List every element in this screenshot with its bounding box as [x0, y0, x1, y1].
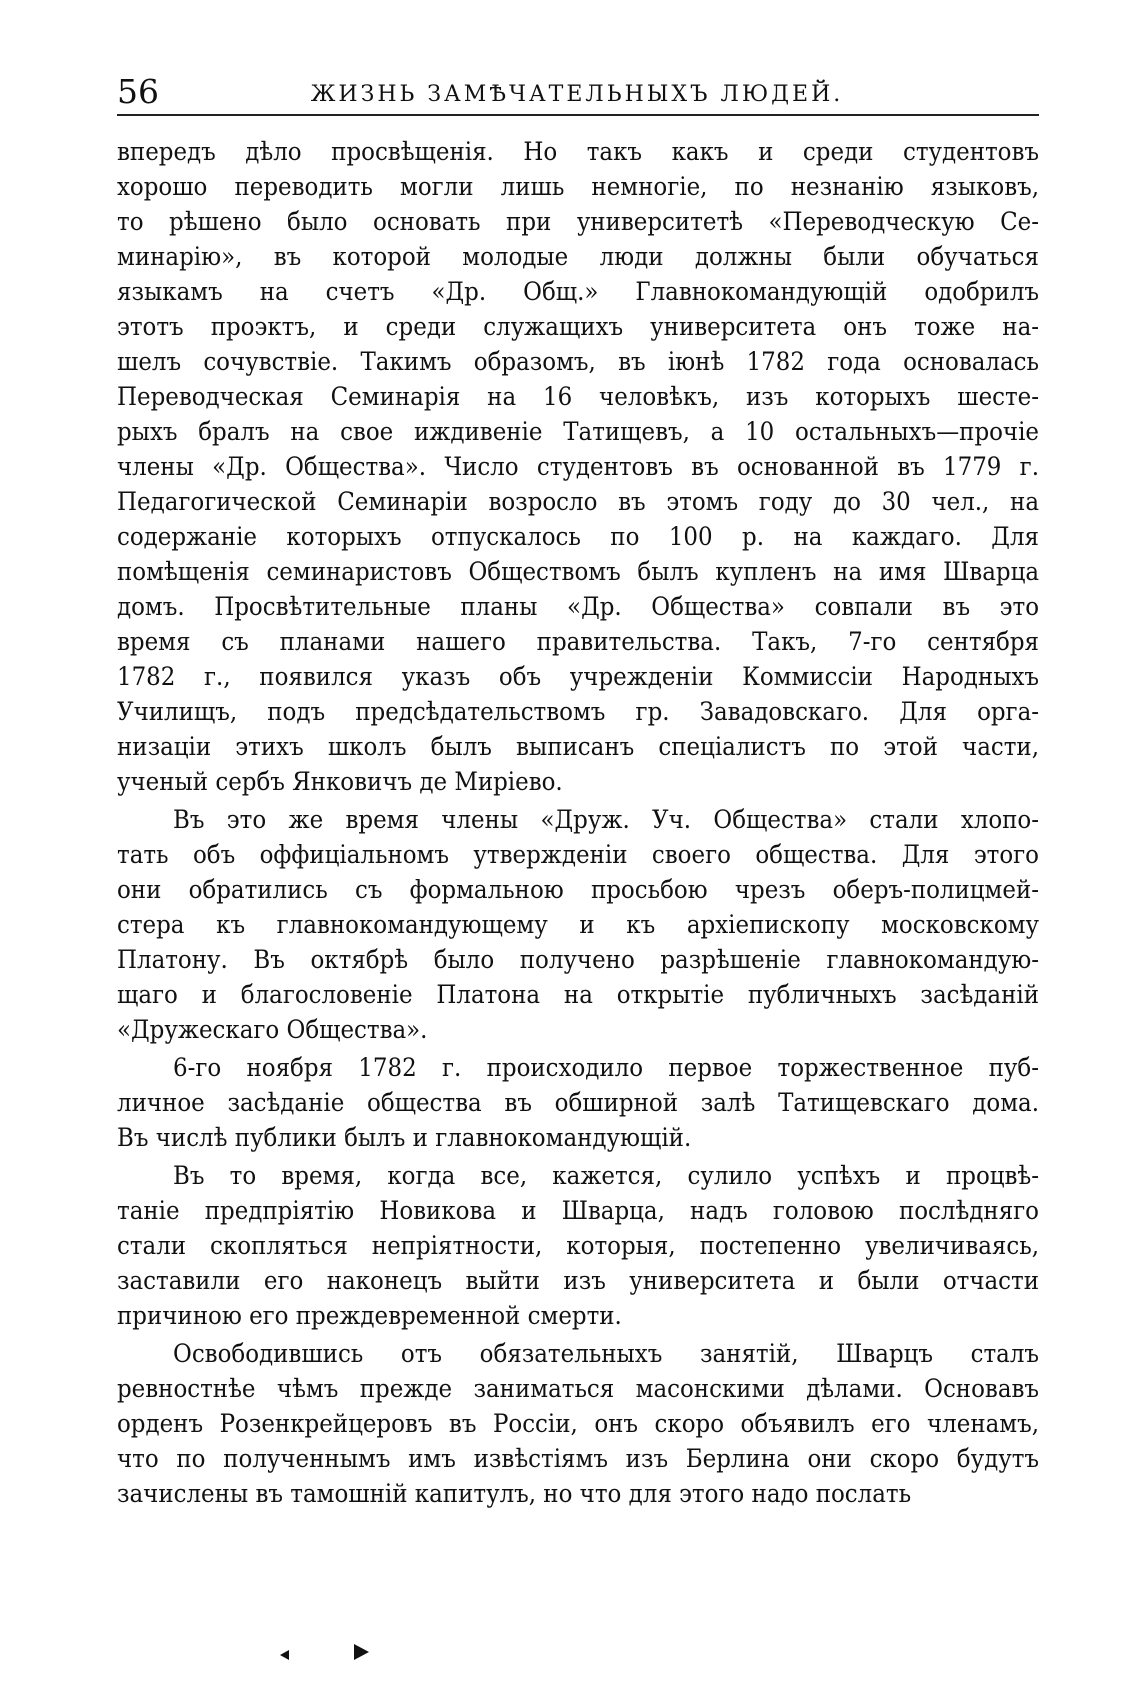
text-line: Освободившись отъ обязательныхъ занятій, Шварцъ сталъ [173, 1339, 1039, 1369]
text-line: стера къ главнокомандующему и къ архіепископу московскому [117, 910, 1039, 940]
paragraph [117, 803, 1039, 1048]
paragraph [117, 1159, 1039, 1334]
text-line: зачислены въ тамошній капитулъ, но что для этого надо послать [117, 1479, 912, 1509]
text-line: Училищъ, подъ предсѣдательствомъ гр. Завадовскаго. Для орга- [117, 697, 1039, 727]
text-line: заставили его наконецъ выйти изъ университета и были отчасти [117, 1266, 1039, 1296]
page-number: 56 [117, 72, 159, 111]
text-line: орденъ Розенкрейцеровъ въ Россіи, онъ скоро объявилъ его членамъ, [117, 1409, 1039, 1439]
text-line: рыхъ бралъ на свое иждивеніе Татищевъ, а 10 остальныхъ—прочіе [117, 417, 1039, 447]
text-line: Въ то время, когда все, кажется, сулило успѣхъ и процвѣ- [173, 1161, 1039, 1191]
paragraph [117, 1337, 1039, 1512]
text-line: Въ это же время члены «Друж. Уч. Общества» стали хлопо- [173, 805, 1039, 835]
paragraph [117, 135, 1039, 800]
text-line: Переводческая Семинарія на 16 человѣкъ, изъ которыхъ шесте- [117, 382, 1039, 412]
text-line: языкамъ на счетъ «Др. Общ.» Главнокомандующій одобрилъ [117, 277, 1039, 307]
printer-mark-left [280, 1650, 289, 1660]
text-line: ревностнѣе чѣмъ прежде заниматься масонскими дѣлами. Основавъ [117, 1374, 1039, 1404]
paragraph [117, 1051, 1039, 1156]
body-text [117, 135, 1039, 1512]
text-line: Платону. Въ октябрѣ было получено разрѣшеніе главнокомандую- [117, 945, 1039, 975]
running-title: ЖИЗНЬ ЗАМѢЧАТЕЛЬНЫХЪ ЛЮДЕЙ. [310, 82, 844, 107]
text-line: тать объ оффиціальномъ утвержденіи своего общества. Для этого [117, 840, 1039, 870]
text-line: причиною его преждевременной смерти. [117, 1301, 622, 1331]
page-header [117, 72, 1037, 116]
text-line: 1782 г., появился указъ объ учрежденіи Коммиссіи Народныхъ [117, 662, 1039, 692]
text-line: ученый сербъ Янковичъ де Миріево. [117, 767, 563, 797]
text-line: стали скопляться непріятности, которыя, постепенно увеличиваясь, [117, 1231, 1039, 1261]
text-line: что по полученнымъ имъ извѣстіямъ изъ Берлина они скоро будутъ [117, 1444, 1039, 1474]
text-line: помѣщенія семинаристовъ Обществомъ былъ купленъ на имя Шварца [117, 557, 1039, 587]
text-line: Педагогической Семинаріи возросло въ этомъ году до 30 чел., на [117, 487, 1039, 517]
text-line: «Дружескаго Общества». [117, 1015, 428, 1045]
text-line: минарію», въ которой молодые люди должны были обучаться [117, 242, 1039, 272]
text-line: члены «Др. Общества». Число студентовъ въ основанной въ 1779 г. [117, 452, 1039, 482]
header-rule [117, 114, 1039, 116]
footer-ornaments [280, 1644, 400, 1664]
text-line: содержаніе которыхъ отпускалось по 100 р. на каждаго. Для [117, 522, 1039, 552]
text-line: то рѣшено было основать при университетѣ «Переводческую Се- [117, 207, 1039, 237]
text-line: 6-го ноября 1782 г. происходило первое торжественное пуб- [173, 1053, 1039, 1083]
text-line: хорошо переводить могли лишь немногіе, по незнанію языковъ, [117, 172, 1039, 202]
text-line: впередъ дѣло просвѣщенія. Но такъ какъ и среди студентовъ [117, 137, 1039, 167]
text-line: этотъ проэктъ, и среди служащихъ университета онъ тоже на- [117, 312, 1039, 342]
printer-mark-right [354, 1644, 369, 1660]
text-line: они обратились съ формальною просьбою чрезъ оберъ-полицмей- [117, 875, 1039, 905]
text-line: щаго и благословеніе Платона на открытіе публичныхъ засѣданій [117, 980, 1039, 1010]
text-line: таніе предпріятію Новикова и Шварца, надъ головою послѣдняго [117, 1196, 1039, 1226]
text-line: шелъ сочувствіе. Такимъ образомъ, въ іюнѣ 1782 года основалась [117, 347, 1039, 377]
text-line: низаціи этихъ школъ былъ выписанъ спеціалистъ по этой части, [117, 732, 1039, 762]
text-line: Въ числѣ публики былъ и главнокомандующій. [117, 1123, 692, 1153]
text-line: домъ. Просвѣтительные планы «Др. Общества» совпали въ это [117, 592, 1039, 622]
text-line: время съ планами нашего правительства. Такъ, 7-го сентября [117, 627, 1039, 657]
text-line: личное засѣданіе общества въ обширной залѣ Татищевскаго дома. [117, 1088, 1039, 1118]
